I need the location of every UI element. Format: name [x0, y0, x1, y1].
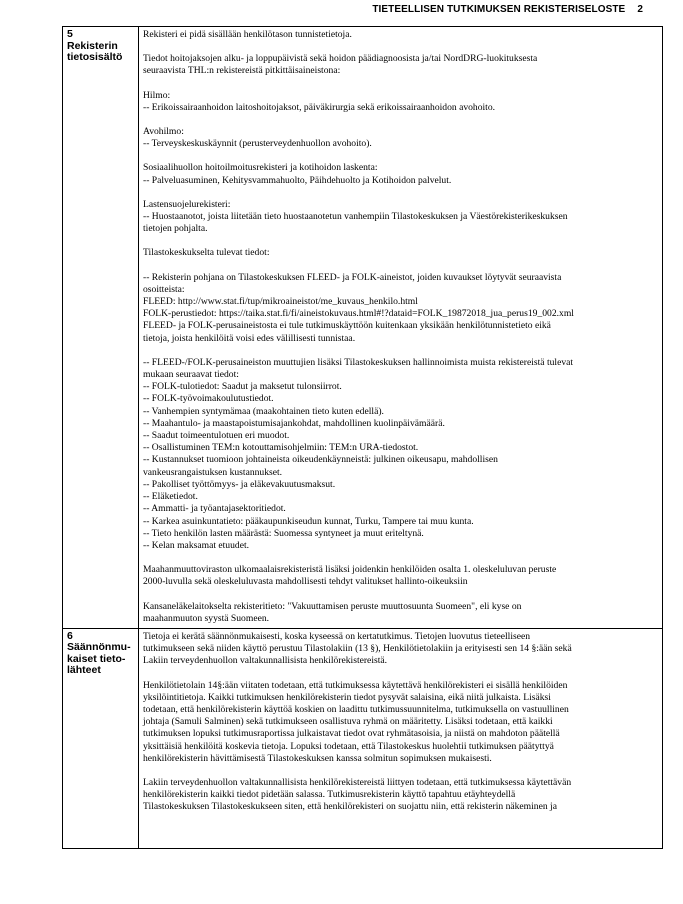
paragraph: Hilmo: -- Erikoissairaanhoidon laitoshoitojaksot, päiväkirurgia sekä erikoissairaanhoidon avohoito. — [143, 89, 496, 113]
section-title: Rekisterin tietosisältö — [67, 39, 123, 63]
paragraph: Tietoja ei kerätä säännönmukaisesti, koska kyseessä on kertatutkimus. Tietojen luovutus tieteelliseen tutkimukseen sekä niiden käyttö perustuu Tilastolakiin (13 §), Henkilötietolakiin ja erityisesti sen 14 §:ään sekä Lakiin terveydenhuollon valtakunnallisista henkilörekistereistä. — [143, 630, 572, 667]
register-table — [62, 26, 663, 849]
paragraph: Sosiaalihuollon hoitoilmoitusrekisteri ja kotihoidon laskenta: -- Palveluasuminen, Kehitysvammahuolto, Päihdehuolto ja Kotihoidon palvelut. — [143, 162, 452, 186]
paragraph: Lastensuojelurekisteri: -- Huostaanotot, joista liitetään tieto huostaanotetun vanhempiin Tilastokeskuksen ja Väestörekisterikeskuksen tietojen pohjalta. — [143, 198, 568, 235]
paragraph: Maahanmuuttoviraston ulkomaalaisrekisteristä lisäksi joidenkin henkilöiden osalta 1. oleskeluluvan peruste 2000-luvulla sekä oleskeluluvasta mahdollisesti tehdyt valitukset hallinto-oikeuksiin — [143, 564, 557, 588]
paragraph: Tiedot hoitojaksojen alku- ja loppupäivistä sekä hoidon päädiagnoosista ja/tai NordDRG-luokituksesta seuraavista THL:n rekistereistä pitkittäisaineistona: — [143, 53, 538, 77]
paragraph: Tilastokeskukselta tulevat tiedot: — [143, 247, 270, 259]
paragraph: Henkilötietolain 14§:ään viitaten todetaan, että tutkimuksessa käytettävä henkilörekisteri ei sisällä henkilöiden yksilöintitietoja. Kaikki tutkimuksen henkilörekisterin tiedot pysyvät salaisina, eikä niitä julkaista. Lisäksi todetaan, että henkilörekisterin käyttöä koskien on laadittu tutkimussuunnitelma, tutkimuksella on vastuullinen johtaja (Samuli Salminen) sekä tutkimukseen osallistuva ryhmä on määritetty. Lisäksi todetaan, että kaikki tutkimuksen lopuksi tutkimusraportissa julkaistavat tiedot ovat ryhmätasoisia, ja niistä on mahdoton päätellä yksittäisiä henkilöitä koskevia tietoja. Lopuksi todetaan, että Tilastokeskus huolehtii tutkimuksen päätyttyä henkilörekisterin hävittämisestä Tilastokeskuksen kanssa solmitun sopimuksen mukaisesti. — [143, 679, 569, 764]
page-number: 2 — [637, 4, 643, 15]
paragraph: Rekisteri ei pidä sisällään henkilötason tunnistetietoja. — [143, 29, 352, 40]
section-label — [63, 27, 139, 629]
section-row-5 — [63, 27, 663, 629]
paragraph: -- FLEED-/FOLK-perusaineiston muuttujien lisäksi Tilastokeskuksen hallinnoimista muista rekistereistä tulevat mukaan seuraavat tiedot: -- FOLK-tulotiedot: Saadut ja maksetut tulonsiirrot. -- FOLK-työvoimakoulutustiedot. -- Vanhempien syntymämaa (maakohtainen tieto kuten edellä). -- Maahantulo- ja maastapoistumisajankohdat, mahdollinen kuolinpäivämäärä. -- Saadut toimeentulotuen eri muodot. -- Osallistuminen TEM:n kotouttamisohjelmiin: TEM:n URA-tiedostot. -- Kustannukset tuomioon johtaineista oikeudenkäynneistä: julkinen oikeusapu, mahdollisen vankeusrangaistuksen kustannukset. -- Pakolliset työttömyys- ja eläkevakuutusmaksut. -- Eläketiedot. -- Ammatti- ja työantajasektoritiedot. -- Karkea asuinkuntatieto: pääkaupunkiseudun kunnat, Turku, Tampere tai muu kunta. -- Tieto henkilön lasten määrästä: Suomessa syntyneet ja muut eriteltynä. -- Kelan maksamat etuudet. — [143, 356, 574, 551]
paragraph: Avohilmo: -- Terveyskeskuskäynnit (perusterveydenhuollon avohoito). — [143, 126, 372, 150]
paragraph: Lakiin terveydenhuollon valtakunnallisista henkilörekistereistä liittyen todetaan, että tutkimuksessa käytettävän henkilörekisterin kaikki tiedot pidetään salassa. Tutkimusrekisterin käyttö tapahtuu etäyhteydellä Tilastokeskuksen Tilastokeskukseen siten, että henkilörekisteri on suojattu niin, että rekisterin näkeminen ja — [143, 776, 572, 813]
document-title: TIETEELLISEN TUTKIMUKSEN REKISTERISELOSTE — [372, 4, 626, 15]
paragraph: Kansaneläkelaitokselta rekisteritieto: "Vakuuttamisen peruste muuttosuunta Suomeen", eli kyse on maahanmuuton syystä Suomeen. — [143, 600, 522, 624]
page-header — [372, 4, 643, 15]
section-number: 5 — [67, 28, 73, 40]
section-content — [139, 628, 663, 848]
section-title: Säännönmu- kaiset tieto- lähteet — [67, 641, 131, 677]
section-number: 6 — [67, 629, 73, 642]
paragraph: -- Rekisterin pohjana on Tilastokeskuksen FLEED- ja FOLK-aineistot, joiden kuvaukset löytyvät seuraavista osoitteista: FLEED: http://www.stat.fi/tup/mikroaineistot/me_kuvaus_henkilo.html FOLK-perustiedot: https://taika.stat.fi/fi/aineistokuvaus.html#!?dataid=FOLK_19872018_jua_perus19_002.xml FLEED- ja FOLK-perusaineistosta ei tule tutkimuskäyttöön kuitenkaan yksikään henkilötunnistetieto eikä tietoja, joista henkilöitä voisi edes välillisesti tunnistaa. — [143, 271, 574, 344]
section-row-6 — [63, 628, 663, 848]
section-content — [139, 27, 663, 629]
section-label — [63, 628, 139, 848]
